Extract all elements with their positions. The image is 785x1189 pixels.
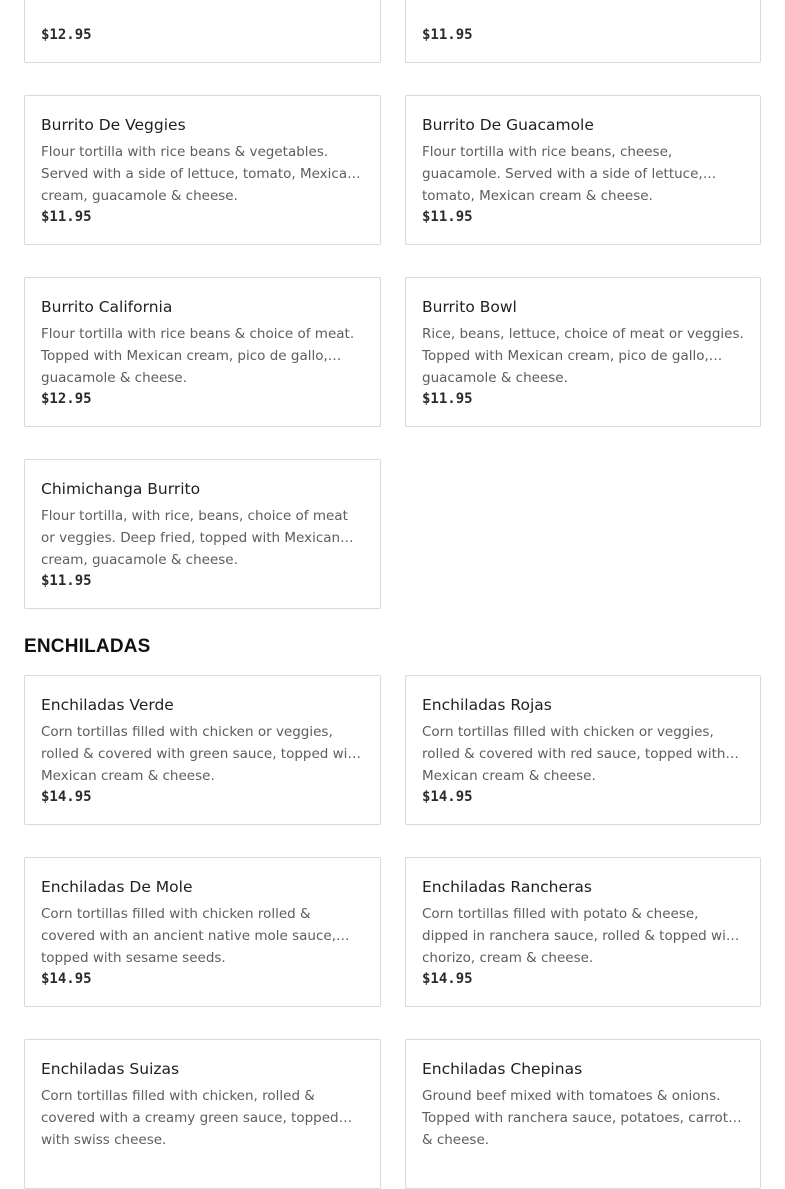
menu-item-description: Rice, beans, lettuce, choice of meat or veggies. Topped with Mexican cream, pico de gallo, guacamole & cheese. [422, 326, 744, 386]
menu-item-card[interactable] [24, 0, 381, 63]
enchiladas-grid [24, 675, 761, 1189]
menu-item-name: Chimichanga Burrito [41, 480, 201, 498]
menu-item-name: Enchiladas Rancheras [422, 878, 592, 896]
menu-item-name: Enchiladas Rojas [422, 696, 552, 714]
menu-item-card-enchiladas-rojas[interactable] [405, 675, 761, 825]
menu-item-price: $14.95 [422, 971, 473, 987]
menu-item-description: Flour tortilla, with rice, beans, choice of meat or veggies. Deep fried, topped with Mexican cream, guacamole & cheese. [41, 508, 348, 568]
menu-item-card-enchiladas-verde[interactable] [24, 675, 381, 825]
menu-item-name: Burrito Bowl [422, 298, 517, 316]
menu-item-description: Flour tortilla with rice beans, cheese, guacamole. Served with a side of lettuce, tomato, Mexican cream & cheese. [422, 144, 703, 204]
menu-item-price: $12.95 [41, 391, 92, 407]
menu-item-price: $14.95 [41, 789, 92, 805]
menu-item-card-enchiladas-chepinas[interactable] [405, 1039, 761, 1189]
menu-item-card-enchiladas-rancheras[interactable] [405, 857, 761, 1007]
menu-item-description: Flour tortilla with rice beans & choice of meat. Topped with Mexican cream, pico de gallo, guacamole & cheese. [41, 326, 355, 386]
section-title-enchiladas: ENCHILADAS [24, 636, 151, 657]
menu-item-name: Enchiladas Suizas [41, 1060, 180, 1078]
menu-item-card-enchiladas-suizas[interactable] [24, 1039, 381, 1189]
menu-item-name: Burrito De Guacamole [422, 116, 594, 134]
menu-item-description: Flour tortilla with rice beans & vegetables. Served with a side of lettuce, tomato, Mexican cream, guacamole & cheese. [41, 144, 356, 204]
menu-item-card-chimichanga-burrito[interactable] [24, 459, 381, 609]
menu-item-price: $12.95 [41, 27, 92, 43]
menu-item-card-burrito-de-veggies[interactable] [24, 95, 381, 245]
menu-item-description: Ground beef mixed with tomatoes & onions. Topped with ranchera sauce, potatoes, carrots & cheese. [422, 1088, 736, 1148]
menu-item-name: Enchiladas Verde [41, 696, 174, 714]
menu-item-price: $14.95 [41, 971, 92, 987]
menu-item-card[interactable] [405, 0, 761, 63]
menu-item-card-burrito-de-guacamole[interactable] [405, 95, 761, 245]
menu-item-name: Burrito De Veggies [41, 116, 186, 134]
menu-item-name: Burrito California [41, 298, 173, 316]
menu-item-description: Corn tortillas filled with chicken, rolled & covered with a creamy green sauce, topped with swiss cheese. [41, 1088, 339, 1148]
menu-item-price: $11.95 [422, 27, 473, 43]
menu-item-price: $14.95 [422, 789, 473, 805]
burritos-grid [24, 0, 761, 609]
menu-item-card-enchiladas-de-mole[interactable] [24, 857, 381, 1007]
menu-item-description: Corn tortillas filled with chicken or veggies, rolled & covered with red sauce, topped with Mexican cream & cheese. [422, 724, 726, 784]
menu-item-description: Corn tortillas filled with potato & cheese, dipped in ranchera sauce, rolled & topped with chorizo, cream & cheese. [422, 906, 740, 966]
menu-item-name: Enchiladas Chepinas [422, 1060, 583, 1078]
menu-item-name: Enchiladas De Mole [41, 878, 193, 896]
menu-item-price: $11.95 [41, 209, 92, 225]
menu-item-card-burrito-bowl[interactable] [405, 277, 761, 427]
menu-item-price: $11.95 [422, 209, 473, 225]
menu-item-price: $11.95 [422, 391, 473, 407]
menu-item-description: Corn tortillas filled with chicken or veggies, rolled & covered with green sauce, topped with Mexican cream & cheese. [41, 724, 362, 784]
menu-item-description: Corn tortillas filled with chicken rolled & covered with an ancient native mole sauce, topped with sesame seeds. [41, 906, 336, 966]
menu-item-price: $11.95 [41, 573, 92, 589]
menu-item-card-burrito-california[interactable] [24, 277, 381, 427]
